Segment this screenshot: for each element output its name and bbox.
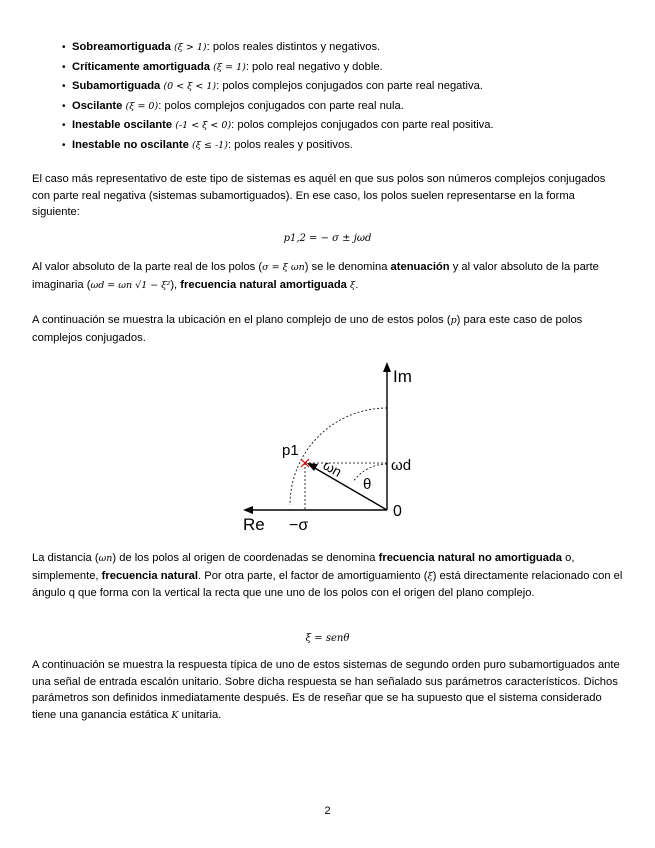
omega-d-formula: ωd = ωn √1 − ξ² <box>90 279 171 291</box>
case-title: Inestable no oscilante <box>72 138 189 151</box>
list-item <box>62 99 494 119</box>
case-description: : polo real negativo y doble. <box>245 60 383 73</box>
text: . Por otra parte, el factor de amortiguamiento ( <box>198 569 428 582</box>
bullet-icon: • <box>62 120 66 131</box>
case-title: Críticamente amortiguada <box>72 60 211 73</box>
case-title: Subamortiguada <box>72 80 161 92</box>
imaginary-arrow-icon <box>383 362 391 372</box>
case-condition: (-1 < ξ < 0) <box>175 120 232 131</box>
bullet-icon: • <box>62 139 66 151</box>
symbol-k: K <box>171 709 179 721</box>
case-description: : polos reales distintos y negativos. <box>206 41 381 53</box>
real-arrow-icon <box>243 506 253 514</box>
xi-symbol: ξ <box>427 570 433 582</box>
case-condition: (0 < ξ < 1) <box>163 81 217 92</box>
sigma-label: −σ <box>289 517 309 534</box>
case-condition: (ξ > 1) <box>173 42 207 53</box>
bullet-icon: • <box>62 100 66 112</box>
sigma-formula: σ = ξ ωn <box>262 262 305 273</box>
case-description: : polos complejos conjugados con parte real nula. <box>158 99 404 112</box>
text: . <box>355 278 359 291</box>
pole-label: p1 <box>282 442 299 459</box>
list-item <box>62 79 494 99</box>
text: ) para este caso de polos complejos conjugados. <box>32 314 583 344</box>
text: ) se le denomina <box>304 261 391 273</box>
paragraph-attenuation <box>32 259 624 294</box>
text: y al valor absoluto de la parte imaginaria ( <box>32 261 599 291</box>
term-undamped-frequency: frecuencia natural no amortiguada <box>378 552 563 564</box>
bullet-icon: • <box>62 61 66 73</box>
case-title: Sobreamortiguada <box>72 41 171 53</box>
text: ), <box>170 278 181 291</box>
omega-n-label: ωn <box>320 456 345 480</box>
im-label: Im <box>393 367 412 386</box>
term-natural-frequency: frecuencia natural <box>101 569 199 582</box>
complex-plane-diagram <box>235 360 435 535</box>
case-condition: (ξ = 0) <box>125 100 159 112</box>
paragraph-response <box>32 657 624 724</box>
case-title: Inestable oscilante <box>72 119 173 131</box>
damping-cases-list <box>62 40 494 157</box>
symbol-p: p <box>450 315 457 326</box>
paragraph-natural-frequency <box>32 550 624 602</box>
text: Al valor absoluto de la parte real de los polos ( <box>32 261 263 273</box>
case-condition: (ξ ≤ -1) <box>192 139 228 151</box>
page-number: 2 <box>324 805 331 817</box>
text: ) de los polos al origen de coordenadas se denomina <box>112 552 379 564</box>
equation-poles: p1,2 = − σ ± jωd <box>283 233 372 244</box>
term-attenuation: atenuación <box>390 261 450 273</box>
term-damped-frequency: frecuencia natural amortiguada <box>180 278 347 291</box>
paragraph-location <box>32 312 624 346</box>
case-description: : polos complejos conjugados con parte real positiva. <box>231 119 494 131</box>
equation-damping: ξ = senθ <box>305 633 350 644</box>
re-label: Re <box>243 515 265 534</box>
symbol: ξ <box>350 279 356 291</box>
text: unitaria. <box>178 708 222 721</box>
bullet-icon: • <box>62 42 66 53</box>
case-title: Oscilante <box>72 99 123 112</box>
list-item <box>62 118 494 138</box>
text: A continuación se muestra la respuesta típica de uno de estos sistemas de segundo orden puro subamortiguados ante una señal de entrada escalón unitario. Sobre dicha respuesta se han señalado sus parámetros característicos. Dichos parámetros son definidos inmediatamente después. Es de reseñar que se ha supuesto que el sistema considerado tiene una ganancia estática <box>32 659 620 721</box>
omega-n-vector <box>313 467 387 510</box>
list-item <box>62 138 494 158</box>
text: o, simplemente, <box>32 552 575 582</box>
omega-d-label: ωd <box>391 457 412 474</box>
paragraph-intro: El caso más representativo de este tipo de sistemas es aquél en que sus polos son números complejos conjugados con parte real negativa (sistemas subamortiguados). En ese caso, los polos suelen representarse en la forma siguiente: <box>32 173 606 218</box>
list-item <box>62 60 494 80</box>
theta-label: θ <box>363 476 372 493</box>
omega-n-symbol: ωn <box>98 553 113 564</box>
case-condition: (ξ = 1) <box>213 61 246 73</box>
list-item <box>62 40 494 60</box>
case-description: : polos complejos conjugados con parte real negativa. <box>216 80 483 92</box>
text: ) está directamente relacionado con el ángulo q que forma con la vertical la recta que une uno de los polos con el origen del plano complejo. <box>32 569 623 599</box>
text: A continuación se muestra la ubicación en el plano complejo de uno de estos polos ( <box>32 314 451 326</box>
bullet-icon: • <box>62 81 66 92</box>
radius-arc <box>290 408 387 505</box>
text: La distancia ( <box>32 552 99 564</box>
origin-label: 0 <box>393 503 402 520</box>
case-description: : polos reales y positivos. <box>227 138 353 151</box>
